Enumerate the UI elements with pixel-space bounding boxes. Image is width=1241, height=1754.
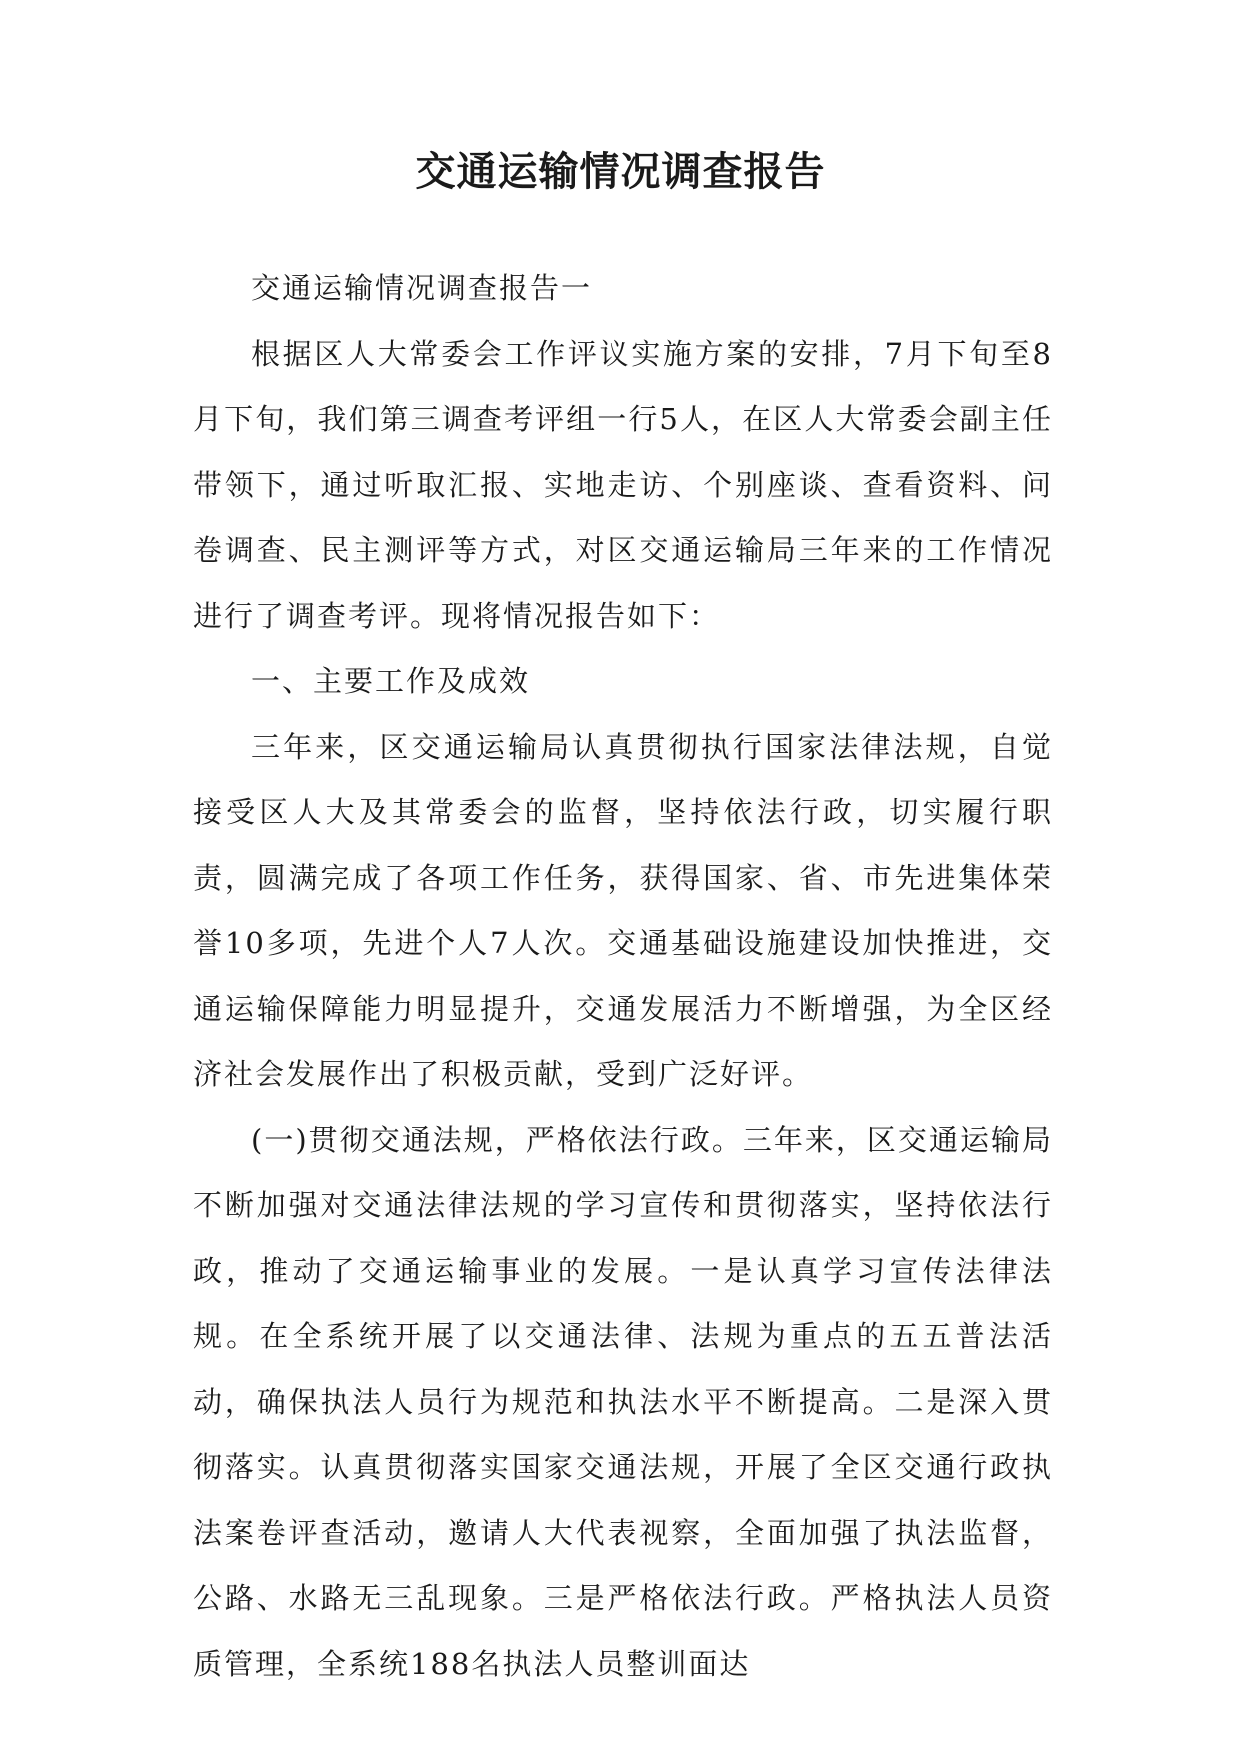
section-heading: 一、主要工作及成效 <box>251 664 531 698</box>
report-subtitle: 交通运输情况调查报告一 <box>251 271 593 305</box>
document-title: 交通运输情况调查报告 <box>415 148 826 195</box>
achievements-paragraph: 三年来，区交通运输局认真贯彻执行国家法律法规，自觉接受区人大及其常委会的监督，坚持依法行政，切实履行职责，圆满完成了各项工作任务，获得国家、省、市先进集体荣誉10多项，先进个人7人次。交通基础设施建设加快推进，交通运输保障能力明显提升，交通发展活力不断增强，为全区经济社会发展作出了积极贡献，受到广泛好评。 <box>193 729 1053 1091</box>
document-body <box>193 256 1053 1697</box>
intro-paragraph: 根据区人大常委会工作评议实施方案的安排，7月下旬至8月下旬，我们第三调查考评组一行5人，在区人大常委会副主任带领下，通过听取汇报、实地走访、个别座谈、查看资料、问卷调查、民主测评等方式，对区交通运输局三年来的工作情况进行了调查考评。现将情况报告如下： <box>193 336 1053 633</box>
subsection-paragraph: (一)贯彻交通法规，严格依法行政。三年来，区交通运输局不断加强对交通法律法规的学习宣传和贯彻落实，坚持依法行政，推动了交通运输事业的发展。一是认真学习宣传法律法规。在全系统开展了以交通法律、法规为重点的五五普法活动，确保执法人员行为规范和执法水平不断提高。二是深入贯彻落实。认真贯彻落实国家交通法规，开展了全区交通行政执法案卷评查活动，邀请人大代表视察，全面加强了执法监督，公路、水路无三乱现象。三是严格依法行政。严格执法人员资质管理，全系统188名执法人员整训面达 <box>193 1122 1053 1681</box>
